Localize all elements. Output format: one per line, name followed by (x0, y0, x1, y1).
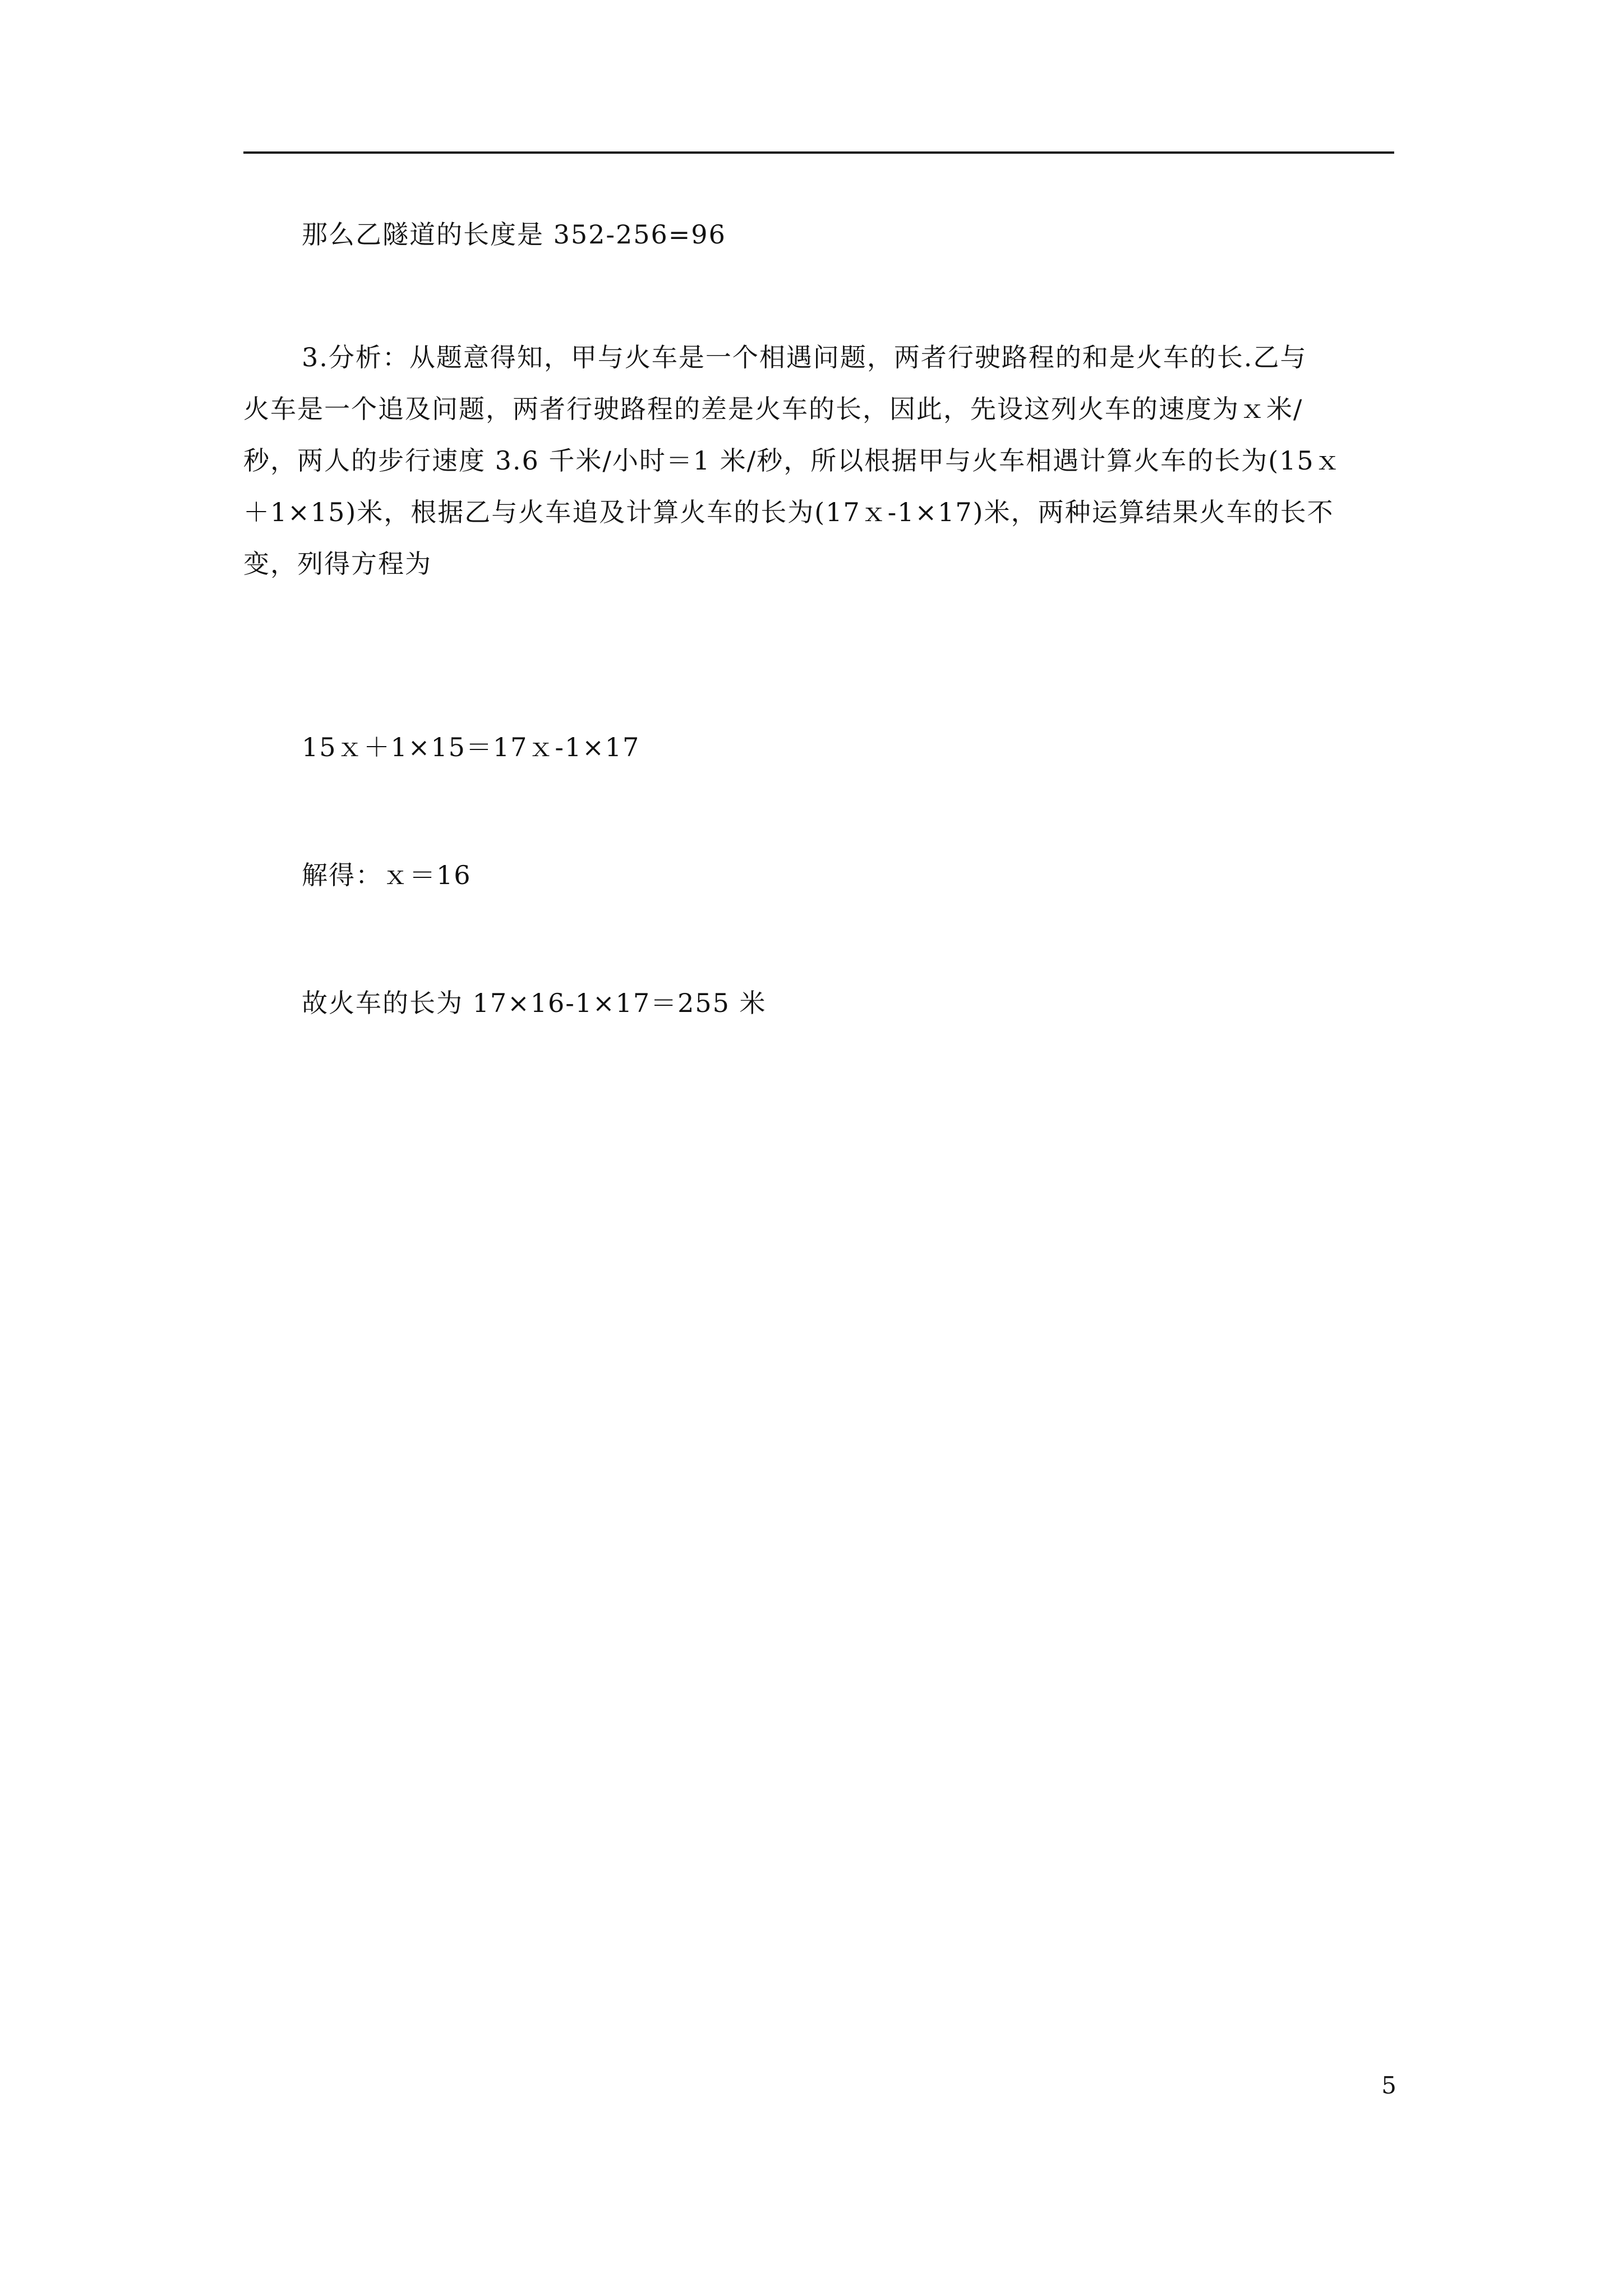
analysis-line-5: 变，列得方程为 (243, 549, 432, 579)
tunnel-length-line: 那么乙隧道的长度是 352-256=96 (302, 219, 726, 250)
analysis-line-1: 3.分析：从题意得知，甲与火车是一个相遇问题，两者行驶路程的和是火车的长.乙与 (302, 342, 1307, 372)
solution-line: 解得：ｘ＝16 (302, 860, 472, 890)
page-number: 5 (1381, 2072, 1396, 2099)
analysis-line-2: 火车是一个追及问题，两者行驶路程的差是火车的长，因此，先设这列火车的速度为ｘ米/ (243, 394, 1303, 424)
analysis-line-4: ＋1×15)米，根据乙与火车追及计算火车的长为(17ｘ-1×17)米，两种运算结果火车的长不 (243, 497, 1334, 527)
conclusion-line: 故火车的长为 17×16-1×17＝255 米 (302, 988, 767, 1018)
equation-line: 15ｘ＋1×15＝17ｘ-1×17 (302, 732, 640, 762)
analysis-line-3: 秒，两人的步行速度 3.6 千米/小时＝1 米/秒，所以根据甲与火车相遇计算火车的长为(15ｘ (243, 445, 1341, 476)
header-rule (243, 151, 1394, 154)
